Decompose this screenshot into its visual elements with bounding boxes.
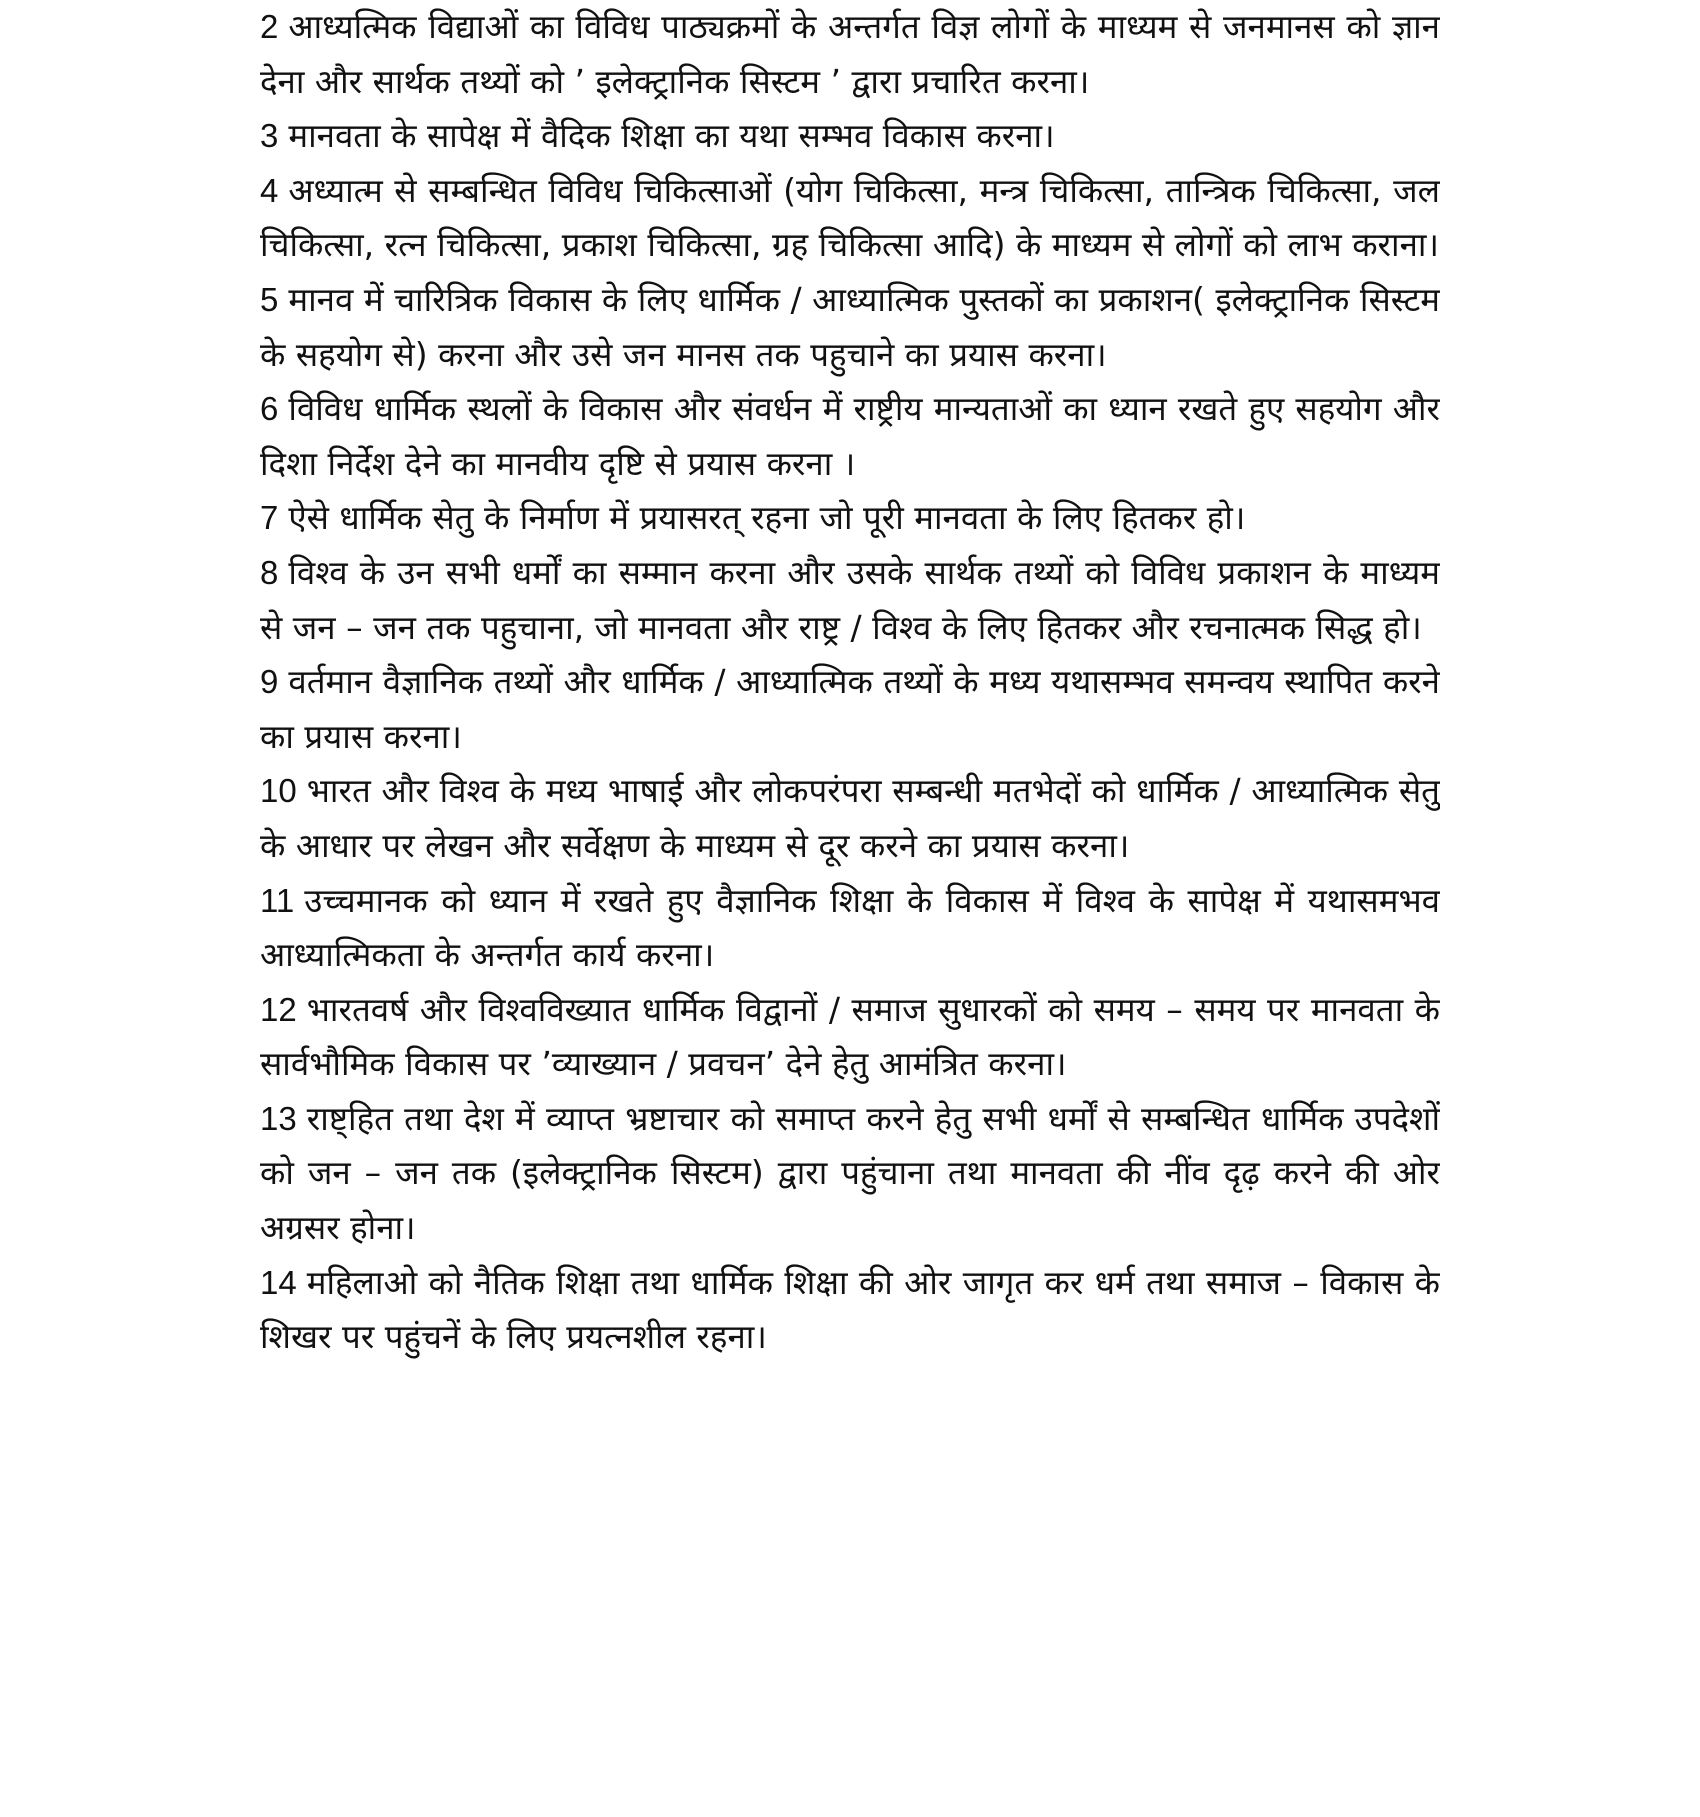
list-item bbox=[260, 546, 1440, 655]
item-number: 8 bbox=[260, 553, 279, 591]
item-number: 12 bbox=[260, 990, 297, 1028]
item-text: ऐसे धार्मिक सेतु के निर्माण में प्रयासरत् रहना जो पूरी मानवता के लिए हितकर हो। bbox=[288, 498, 1246, 538]
item-text: वर्तमान वैज्ञानिक तथ्यों और धार्मिक / आध्यात्मिक तथ्यों के मध्य यथासम्भव समन्वय स्थापित करने का प्रयास करना। bbox=[260, 662, 1440, 756]
list-item bbox=[260, 983, 1440, 1092]
item-number: 7 bbox=[260, 499, 279, 537]
item-text: आध्यत्मिक विद्याओं का विविध पाठ्यक्रमों के अन्तर्गत विज्ञ लोगों के माध्यम से जनमानस को ज्ञान देना और सार्थक तथ्यों को ’ इलेक्ट्रानिक सिस्टम ’ द्वारा प्रचारित करना। bbox=[260, 7, 1440, 101]
list-item bbox=[260, 0, 1440, 109]
item-number: 13 bbox=[260, 1099, 297, 1137]
item-number: 6 bbox=[260, 390, 279, 428]
list-item bbox=[260, 764, 1440, 873]
item-text: भारत और विश्व के मध्य भाषाई और लोकपरंपरा सम्बन्धी मतभेदों को धार्मिक / आध्यात्मिक सेतु के आधार पर लेखन और सर्वेक्षण के माध्यम से दूर करने का प्रयास करना। bbox=[260, 771, 1440, 865]
list-item bbox=[260, 874, 1440, 983]
item-text: भारतवर्ष और विश्वविख्यात धार्मिक विद्वानों / समाज सुधारकों को समय – समय पर मानवता के सार्वभौमिक विकास पर ’व्याख्यान / प्रवचन’ देने हेतु आमंत्रित करना। bbox=[260, 989, 1440, 1084]
item-number: 14 bbox=[260, 1263, 297, 1301]
item-number: 3 bbox=[260, 117, 279, 155]
item-text: मानवता के सापेक्ष में वैदिक शिक्षा का यथा सम्भव विकास करना। bbox=[288, 116, 1055, 156]
list-item bbox=[260, 655, 1440, 764]
item-text: विश्व के उन सभी धर्मों का सम्मान करना और उसके सार्थक तथ्यों को विविध प्रकाशन के माध्यम से जन – जन तक पहुचाना, जो मानवता और राष्ट्र / विश्व के लिए हितकर और रचनात्मक सिद्ध हो। bbox=[260, 552, 1440, 647]
item-number: 5 bbox=[260, 280, 279, 318]
document-page bbox=[260, 0, 1440, 1817]
list-item bbox=[260, 109, 1440, 164]
list-item bbox=[260, 382, 1440, 491]
item-text: उच्चमानक को ध्यान में रखते हुए वैज्ञानिक शिक्षा के विकास में विश्व के सापेक्ष में यथासमभव आध्यात्मिकता के अन्तर्गत कार्य करना। bbox=[260, 880, 1440, 975]
list-item bbox=[260, 1256, 1440, 1365]
list-item bbox=[260, 491, 1440, 546]
item-text: विविध धार्मिक स्थलों के विकास और संवर्धन में राष्ट्रीय मान्यताओं का ध्यान रखते हुए सहयोग और दिशा निर्देश देने का मानवीय दृष्टि से प्रयास करना । bbox=[260, 389, 1440, 483]
objectives-list bbox=[260, 0, 1440, 1365]
item-text: राष्ट्हित तथा देश में व्याप्त भ्रष्टाचार को समाप्त करने हेतु सभी धर्मों से सम्बन्धित धार्मिक उपदेशों को जन – जन तक (इलेक्ट्रानिक सिस्टम) द्वारा पहुंचाना तथा मानवता की नींव दृढ़ करने की ओर अग्रसर होना। bbox=[260, 1098, 1440, 1248]
list-item bbox=[260, 273, 1440, 382]
item-number: 11 bbox=[260, 881, 295, 919]
list-item bbox=[260, 164, 1440, 273]
item-number: 2 bbox=[260, 8, 279, 45]
item-text: महिलाओ को नैतिक शिक्षा तथा धार्मिक शिक्षा की ओर जागृत कर धर्म तथा समाज – विकास के शिखर पर पहुंचनें के लिए प्रयत्नशील रहना। bbox=[260, 1262, 1440, 1357]
item-text: मानव में चारित्रिक विकास के लिए धार्मिक / आध्यात्मिक पुस्तकों का प्रकाशन( इलेक्ट्रानिक सिस्टम के सहयोग से) करना और उसे जन मानस तक पहुचाने का प्रयास करना। bbox=[260, 279, 1440, 374]
item-number: 4 bbox=[260, 171, 279, 209]
item-text: अध्यात्म से सम्बन्धित विविध चिकित्साओं (योग चिकित्सा, मन्त्र चिकित्सा, तान्त्रिक चिकित्सा, जल चिकित्सा, रत्न चिकित्सा, प्रकाश चिकित्सा, ग्रह चिकित्सा आदि) के माध्यम से लोगों को लाभ कराना। bbox=[260, 170, 1440, 265]
list-item bbox=[260, 1092, 1440, 1256]
item-number: 10 bbox=[260, 772, 297, 810]
item-number: 9 bbox=[260, 663, 279, 701]
